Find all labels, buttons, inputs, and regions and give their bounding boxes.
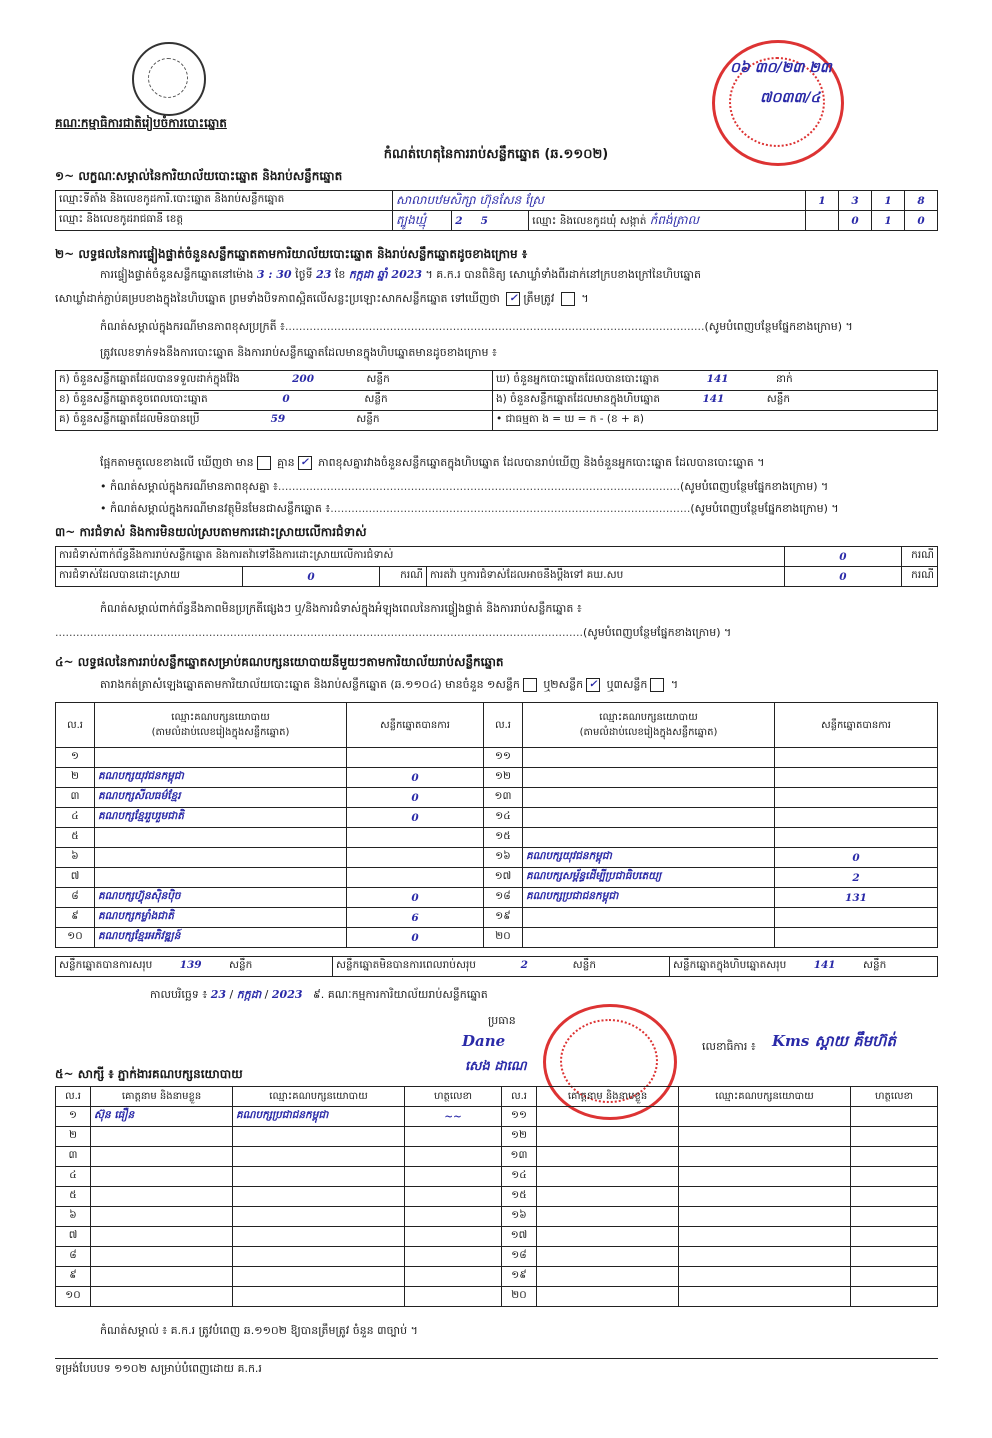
party-name: គណបក្សសីលធម៌ខ្មែរ (95, 788, 347, 808)
witness-signature (851, 1287, 938, 1307)
witness-name (537, 1227, 679, 1247)
witness-party (233, 1207, 405, 1227)
party-row (56, 768, 938, 788)
witness-signature (405, 1207, 502, 1227)
witness-name (91, 1127, 233, 1147)
party-name (95, 868, 347, 888)
witness-row (56, 1167, 938, 1187)
objection-unit: ករណី (901, 547, 937, 567)
checkbox-irregular[interactable] (561, 292, 575, 306)
resolved-count: 0 (243, 567, 380, 587)
witness-signature (851, 1247, 938, 1267)
seal-check-line: សោឃ្លាំដាក់ភ្ជាប់គម្របខាងក្នុងនៃហិបឆ្នោត ព្រមទាំងបិទភាពស្អិតលើសន្លះប្រឡោះសាកសន្លឹកឆ្នោត ទៅឃើញថា ✓ ត្រឹមត្រូវ ។ (55, 292, 589, 305)
row-number: ២ (56, 768, 95, 788)
witness-party (233, 1227, 405, 1247)
vote-count (347, 868, 484, 888)
chair-label: ប្រធាន (488, 1014, 516, 1027)
witness-party (233, 1147, 405, 1167)
polling-station-label: ឈ្មោះទីតាំង និងលេខកូដការិ.បោះឆ្នោត និងរាប់សន្លឹកឆ្នោត (56, 191, 393, 211)
witness-row (56, 1127, 938, 1147)
witness-table (55, 1086, 938, 1307)
section1-heading: ១~ លក្ខណៈសម្គាល់នៃការិយាល័យបោះឆ្នោត និងរាប់សន្លឹកឆ្នោត (55, 169, 343, 183)
party-name (523, 928, 775, 948)
col-party: ឈ្មោះគណបក្សនយោបាយ (233, 1087, 405, 1107)
col-no: ល.រ (56, 703, 95, 748)
party-name: គណបក្សយុវជនកម្ពុជា (95, 768, 347, 788)
party-row (56, 868, 938, 888)
witness-party (233, 1187, 405, 1207)
vote-count (347, 748, 484, 768)
party-name (523, 768, 775, 788)
row-number: ៦ (56, 1207, 91, 1227)
province-code: 25 (452, 211, 529, 231)
vote-count (347, 848, 484, 868)
row-number: ១៤ (502, 1167, 537, 1187)
witness-party (679, 1167, 851, 1187)
resolved-label: ការជំទាស់ដែលបានដោះស្រាយ (56, 567, 243, 587)
witness-row (56, 1147, 938, 1167)
row-number: ១៥ (484, 828, 523, 848)
province-label: ឈ្មោះ និងលេខកូដរាជធានី ខេត្ត (56, 211, 393, 231)
vote-count: 0 (347, 888, 484, 908)
row-number: ១៣ (502, 1147, 537, 1167)
section1-table (55, 190, 938, 231)
col-no: ល.រ (502, 1087, 537, 1107)
row-number: ៦ (56, 848, 95, 868)
party-row (56, 928, 938, 948)
row-number: ១២ (484, 768, 523, 788)
vote-count (775, 928, 938, 948)
vote-count (775, 808, 938, 828)
objection-label: ការជំទាស់ពាក់ព័ន្ធនឹងការរាប់សន្លឹកឆ្នោត និងការតវ៉ាទៅនឹងការដោះស្រាយលើការជំទាស់ (56, 547, 785, 567)
row-number: ១៩ (502, 1267, 537, 1287)
witness-row (56, 1267, 938, 1287)
party-name: គណបក្សខ្មែរអភិវឌ្ឍន៍ (95, 928, 347, 948)
total-valid: សន្លឹកឆ្នោតបានការសរុប 139 សន្លឹក (56, 957, 333, 977)
checkbox-3-sheets[interactable] (650, 678, 664, 692)
vote-count (775, 828, 938, 848)
difference-note: • កំណត់សម្គាល់ក្នុងករណីមានភាពខុសគ្នា ៖...................................................................................................................(សូមបំពេញបន្ថែមផ្នែកខាងក្រោម) ។ (100, 480, 829, 493)
witness-name (537, 1187, 679, 1207)
objection-count: 0 (784, 547, 901, 567)
row-number: ៩ (56, 1267, 91, 1287)
party-name: គណបក្សខ្មែររួបរួមជាតិ (95, 808, 347, 828)
witness-name (91, 1167, 233, 1187)
row-number: ៥ (56, 1187, 91, 1207)
row-number: ២០ (502, 1287, 537, 1307)
witness-signature (405, 1287, 502, 1307)
checkbox-1-sheet[interactable] (523, 678, 537, 692)
party-name (95, 828, 347, 848)
witness-party (679, 1147, 851, 1167)
witness-name (91, 1247, 233, 1267)
row-number: ៣ (56, 788, 95, 808)
witness-row (56, 1187, 938, 1207)
objection-table (55, 546, 938, 587)
row-number: ១៨ (484, 888, 523, 908)
station-code-digit: 1 (806, 191, 839, 211)
row-number: ១៧ (502, 1227, 537, 1247)
party-name (523, 748, 775, 768)
vote-count: 0 (347, 788, 484, 808)
witness-name (537, 1287, 679, 1307)
vote-count (347, 828, 484, 848)
witness-name (91, 1147, 233, 1167)
witness-name (537, 1267, 679, 1287)
party-name (523, 908, 775, 928)
party-row (56, 848, 938, 868)
nec-logo-icon (132, 42, 206, 116)
witness-party (679, 1267, 851, 1287)
col-party: ឈ្មោះគណបក្សនយោបាយ (679, 1087, 851, 1107)
chair-name: សេង ដាណេ (465, 1059, 527, 1074)
vote-count (775, 768, 938, 788)
party-name: គណបក្សសម្ព័ន្ធដើម្បីប្រជាធិបតេយ្យ (523, 868, 775, 888)
witness-signature: ~~ (405, 1107, 502, 1127)
org-name: គណៈកម្មាធិការជាតិរៀបចំការបោះឆ្នោត (55, 116, 227, 130)
witness-party (233, 1247, 405, 1267)
vote-count: 0 (347, 808, 484, 828)
form-footer: ទម្រង់បែបបទ ១១០២ សម្រាប់បំពេញដោយ គ.ក.រ (55, 1362, 262, 1375)
col-party: ឈ្មោះគណបក្សនយោបាយ (តាមលំដាប់លេខរៀងក្នុងសន្លឹកឆ្នោត) (95, 703, 347, 748)
party-row (56, 888, 938, 908)
party-row (56, 808, 938, 828)
row-number: ៣ (56, 1147, 91, 1167)
appeal-unit: ករណី (901, 567, 937, 587)
count-row-d: ឃ) ចំនួនអ្នកបោះឆ្នោតដែលបានបោះឆ្នោត 141 នាក់ (493, 371, 938, 391)
col-party: ឈ្មោះគណបក្សនយោបាយ (តាមលំដាប់លេខរៀងក្នុងសន្លឹកឆ្នោត) (523, 703, 775, 748)
party-row (56, 828, 938, 848)
row-number: ៤ (56, 1167, 91, 1187)
witness-name (91, 1187, 233, 1207)
section5-heading: ៥~ សាក្សី ៖ ភ្នាក់ងារគណបក្សនយោបាយ (55, 1067, 243, 1081)
formula-row: • ជាធម្មតា ង = ឃ = ក - (ខ + គ) (493, 411, 938, 431)
row-number: ៨ (56, 1247, 91, 1267)
appeal-count: 0 (784, 567, 901, 587)
vote-count: 0 (775, 848, 938, 868)
count-row-b: ខ) ចំនួនសន្លឹកឆ្នោតខូចពេលបោះឆ្នោត 0 សន្លឹក (56, 391, 493, 411)
witness-party (233, 1167, 405, 1187)
checkbox-no-difference[interactable]: ✓ (298, 456, 312, 470)
vote-count: 0 (347, 928, 484, 948)
witness-party (679, 1187, 851, 1207)
vote-count (775, 908, 938, 928)
col-votes: សន្លឹកឆ្នោតបានការ (347, 703, 484, 748)
witness-signature (405, 1227, 502, 1247)
secretary-signature: Kms ស្ដាយ គឹមហ៊ត់ (772, 1032, 896, 1050)
irregularity-note-cont: .......................................................................................................................................................(សូមបំពេញបន្ថែមផ្នែកខាងក្រោម) ។ (55, 626, 732, 639)
appeal-label: ការតវ៉ា ឬការជំទាស់ដែលអាចនឹងប្ដឹងទៅ គឃ.សប (427, 567, 785, 587)
col-name: គោត្តនាម និងនាមខ្លួន (91, 1087, 233, 1107)
tally-sheet-line: តារាងកត់ត្រាសំឡេងឆ្នោតតាមការិយាល័យបោះឆ្នោត និងរាប់សន្លឹកឆ្នោត (ឆ.១១០៤) មានចំនួន ១សន្លឹក ឬ២សន្លឹក ✓ ឬ៣សន្លឹក ។ (100, 678, 679, 691)
station-code-digit: 1 (872, 191, 905, 211)
row-number: ១១ (484, 748, 523, 768)
witness-signature (851, 1127, 938, 1147)
party-name: គណបក្សយុវជនកម្ពុជា (523, 848, 775, 868)
witness-signature (405, 1147, 502, 1167)
witness-row (56, 1287, 938, 1307)
witness-party (679, 1247, 851, 1267)
vote-count: 6 (347, 908, 484, 928)
witness-party (679, 1127, 851, 1147)
witness-name (91, 1267, 233, 1287)
count-row-a: ក) ចំនួនសន្លឹកឆ្នោតដែលបានទទួលដាក់ក្នុងវ៉ែង 200 សន្លឹក (56, 371, 493, 391)
checkbox-2-sheets[interactable]: ✓ (586, 678, 600, 692)
chair-signature: Dane (462, 1032, 506, 1050)
witness-signature (851, 1107, 938, 1127)
party-row (56, 908, 938, 928)
row-number: ២ (56, 1127, 91, 1147)
witness-signature (405, 1247, 502, 1267)
witness-name (537, 1107, 679, 1127)
resolved-unit: ករណី (380, 567, 427, 587)
witness-party (679, 1287, 851, 1307)
row-number: ១៣ (484, 788, 523, 808)
col-signature: ហត្ថលេខា (405, 1087, 502, 1107)
witness-row (56, 1207, 938, 1227)
party-name (95, 748, 347, 768)
count-row-e: ង) ចំនួនសន្លឹកឆ្នោតដែលមានក្នុងហិបឆ្នោត 141 សន្លឹក (493, 391, 938, 411)
party-name: គណបក្សកម្លាំងជាតិ (95, 908, 347, 928)
row-number: ១ (56, 1107, 91, 1127)
witness-party (233, 1287, 405, 1307)
commune-code-digit: 0 (905, 211, 938, 231)
party-name: គណបក្សហ៊្វុនស៊ិនប៉ិច (95, 888, 347, 908)
witness-signature (405, 1267, 502, 1287)
row-number: ១៩ (484, 908, 523, 928)
totals-row (55, 956, 938, 977)
section2-heading: ២~ លទ្ធផលនៃការផ្ទៀងផ្ទាត់ចំនួនសន្លឹកឆ្នោតតាមការិយាល័យបោះឆ្នោត និងរាប់សន្លឹកឆ្នោតដូចខាងក្រោម ៖ (55, 247, 528, 261)
witness-signature (851, 1147, 938, 1167)
row-number: ៩ (56, 908, 95, 928)
count-table (55, 370, 938, 431)
commune-code-blank (806, 211, 839, 231)
row-number: ១១ (502, 1107, 537, 1127)
commune-code-digit: 1 (872, 211, 905, 231)
witness-name (537, 1167, 679, 1187)
row-number: ១២ (502, 1127, 537, 1147)
witness-signature (405, 1127, 502, 1147)
vote-count (775, 788, 938, 808)
col-no: ល.រ (56, 1087, 91, 1107)
witness-signature (405, 1187, 502, 1207)
stamp-number: ៧០៣៣/៤ (760, 90, 821, 106)
witness-name (537, 1127, 679, 1147)
row-number: ១៦ (484, 848, 523, 868)
party-name (523, 828, 775, 848)
irregularity-note: កំណត់សម្គាល់ពាក់ព័ន្ធនឹងភាពមិនប្រក្រតីផ្សេងៗ ឬ/និងការជំទាស់ក្នុងអំឡុងពេលនៃការផ្ទៀងផ្ទាត់ និងការរាប់សន្លឹកឆ្នោត ៖ (100, 602, 582, 615)
foreign-object-note: • កំណត់សម្គាល់ក្នុងករណីមានវត្ថុមិនមែនជាសន្លឹកឆ្នោត ៖.......................................................................................................(សូមបំពេញបន្ថែមផ្នែកខាងក្រោម) ។ (100, 502, 839, 515)
secretary-label: លេខាធិការ ៖ (702, 1040, 756, 1053)
col-votes: សន្លឹកឆ្នោតបានការ (775, 703, 938, 748)
witness-party (679, 1207, 851, 1227)
count-row-c: គ) ចំនួនសន្លឹកឆ្នោតដែលមិនបានប្រើ 59 សន្លឹក (56, 411, 493, 431)
col-signature: ហត្ថលេខា (851, 1087, 938, 1107)
row-number: ៨ (56, 888, 95, 908)
row-number: ១៦ (502, 1207, 537, 1227)
witness-party (679, 1107, 851, 1127)
witness-name (91, 1227, 233, 1247)
witness-signature (405, 1167, 502, 1187)
witness-signature (851, 1267, 938, 1287)
witness-signature (851, 1167, 938, 1187)
row-number: ៤ (56, 808, 95, 828)
party-name: គណបក្សប្រជាជនកម្ពុជា (523, 888, 775, 908)
witness-signature (851, 1187, 938, 1207)
witness-row (56, 1247, 938, 1267)
row-number: ១០ (56, 928, 95, 948)
witness-row (56, 1227, 938, 1247)
commune-code-digit: 0 (839, 211, 872, 231)
stamp-handwriting: ០៦ ៣០/២៣ ២៣ (730, 60, 832, 76)
row-number: ១៧ (484, 868, 523, 888)
station-code-digit: 3 (839, 191, 872, 211)
check-time-line: ការផ្ទៀងផ្ទាត់ចំនួនសន្លឹកឆ្នោតនៅម៉ោង 3 : 30 ថ្ងៃទី 23 ខែ កក្កដា ឆ្នាំ 2023 ។ គ.ក.រ បានពិនិត្យ សោឃ្លាំទាំងពីរដាក់នៅក្របខាងក្រៅនៃហិបឆ្នោត (100, 268, 702, 281)
witness-party (233, 1127, 405, 1147)
province-value: ត្បូងឃ្មុំ (393, 211, 452, 231)
party-row (56, 788, 938, 808)
form-note: កំណត់សម្គាល់ ៖ គ.ក.រ ត្រូវបំពេញ ឆ.១១០២ ឱ្យបានត្រឹមត្រូវ ចំនួន ៣ច្បាប់ ។ (100, 1324, 418, 1337)
irregular-note-line: កំណត់សម្គាល់ក្នុងករណីមានភាពខុសប្រក្រតី ៖........................................................................................................................(សូមបំពេញបន្ថែមផ្នែកខាងក្រោម) ។ (100, 320, 853, 333)
section4-heading: ៤~ លទ្ធផលនៃការរាប់សន្លឹកឆ្នោតសម្រាប់គណបក្សនយោបាយនីមួយៗតាមការិយាល័យរាប់សន្លឹកឆ្នោត (55, 655, 504, 669)
checkbox-ok[interactable]: ✓ (506, 292, 520, 306)
row-number: ៥ (56, 828, 95, 848)
vote-count (775, 748, 938, 768)
section3-heading: ៣~ ការជំទាស់ និងការមិនយល់ស្របតាមការដោះស្រាយលើការជំទាស់ (55, 525, 367, 539)
form-title: កំណត់ហេតុនៃការរាប់សន្លឹកឆ្នោត (ឆ.១១០២) (383, 147, 609, 162)
total-invalid: សន្លឹកឆ្នោតមិនបានការពេលរាប់សរុប 2 សន្លឹក (333, 957, 670, 977)
row-number: ២០ (484, 928, 523, 948)
col-name: គោត្តនាម និងនាមខ្លួន (537, 1087, 679, 1107)
witness-party (679, 1227, 851, 1247)
witness-name (537, 1207, 679, 1227)
witness-name (537, 1247, 679, 1267)
witness-party: គណបក្សប្រជាជនកម្ពុជា (233, 1107, 405, 1127)
total-box: សន្លឹកឆ្នោតក្នុងហិបឆ្នោតសរុប 141 សន្លឹក (670, 957, 938, 977)
row-number: ១៨ (502, 1247, 537, 1267)
witness-signature (851, 1207, 938, 1227)
checkbox-has-difference[interactable] (257, 456, 271, 470)
row-number: ១៥ (502, 1187, 537, 1207)
station-code-digit: 8 (905, 191, 938, 211)
vote-count: 2 (775, 868, 938, 888)
witness-signature (851, 1227, 938, 1247)
commune-label: ឈ្មោះ និងលេខកូដឃុំ សង្កាត់ កំពង់ត្រាល (529, 211, 806, 231)
row-number: ៧ (56, 1227, 91, 1247)
witness-party (233, 1267, 405, 1287)
witness-row (56, 1107, 938, 1127)
row-number: ៧ (56, 868, 95, 888)
party-row (56, 748, 938, 768)
row-number: ១ (56, 748, 95, 768)
party-results-table (55, 702, 938, 948)
row-number: ១៤ (484, 808, 523, 828)
party-name (523, 808, 775, 828)
witness-name: ស៊ុន ធឿន (91, 1107, 233, 1127)
signing-date: កាលបរិច្ឆេទ ៖ 23 / កក្កដា / 2023 ៩. គណៈកម្មការការិយាល័យរាប់សន្លឹកឆ្នោត (150, 988, 488, 1001)
col-no: ល.រ (484, 703, 523, 748)
witness-name (91, 1207, 233, 1227)
witness-name (537, 1147, 679, 1167)
vote-count: 0 (347, 768, 484, 788)
party-name (95, 848, 347, 868)
row-number: ១០ (56, 1287, 91, 1307)
count-intro: ត្រូវលេខទាក់ទងនឹងការបោះឆ្នោត និងការរាប់សន្លឹកឆ្នោតដែលមានក្នុងហិបឆ្នោតមានដូចខាងក្រោម ៖ (100, 346, 497, 359)
party-name (523, 788, 775, 808)
vote-count: 131 (775, 888, 938, 908)
witness-name (91, 1287, 233, 1307)
difference-check-line: ផ្អែកតាមតួលេខខាងលើ ឃើញថា មាន គ្មាន ✓ ភាពខុសគ្នារវាងចំនួនសន្លឹកឆ្នោតក្នុងហិបឆ្នោត ដែលបានរាប់ឃើញ និងចំនួនអ្នកបោះឆ្នោត ដែលបានបោះឆ្នោត ។ (100, 456, 765, 469)
polling-station-name: សាលាបឋមសិក្សា ហ៊ុនសែន ស្រែ (393, 191, 806, 211)
